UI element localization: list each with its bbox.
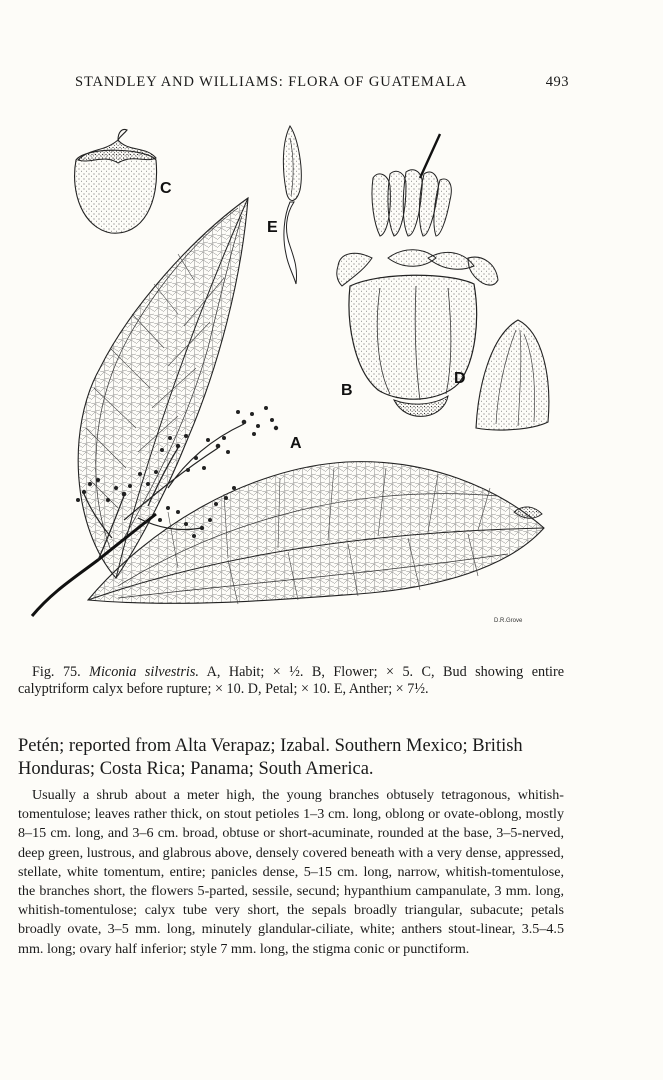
page-number: 493 — [545, 74, 569, 90]
artist-signature: D.R.Grove — [494, 618, 523, 624]
description-text: Usually a shrub about a meter high, the young branches obtusely tetragonous, whitish-tomentulose; leaves rather thick, on stout petioles 1–3 cm. long, oblong or ovate-oblong, mostly 8–15 cm. long, and 3–6 cm. broad, obtuse or short-acuminate, rounded at the base, 3–5-nerved, deep green, lustrous, and glabrous above, densely covered beneath with a very dense, appressed, stellate, white tomentum, entire; panicles dense, 5–15 cm. long, narrow, whitish-tomentulose, the branches short, the flowers 5-parted, sessile, secund; hypanthium campanulate, 3 mm. long, whitish-tomentulose; calyx tube very short, the sepals broadly triangular, subacute; petals broadly ovate, 3–5 mm. long, minutely glandular-ciliate, white; anthers stout-linear, 3.5–4.5 mm. long; ovary half inferior; style 7 mm. long, the stigma conic or punctiform. — [18, 787, 564, 957]
anther-drawing — [283, 126, 301, 284]
plate-illustration — [28, 108, 568, 648]
running-header — [75, 70, 569, 94]
plate-label-e: E — [267, 219, 278, 236]
plate-label-b: B — [341, 382, 353, 399]
figure-caption — [18, 664, 564, 698]
petal-drawing — [476, 320, 549, 430]
flower-drawing — [337, 134, 498, 416]
caption-text: A, Habit; × ½. B, Flower; × 5. C, Bud showing entire calyptriform calyx before rupture; × 10. D, Petal; × 10. E, Anther; × 7½. — [18, 664, 564, 697]
description-paragraph — [18, 786, 564, 959]
plate-label-c: C — [160, 180, 172, 197]
figure-label: Fig. 75. — [32, 664, 81, 680]
bud-drawing — [75, 129, 157, 233]
plate-label-d: D — [454, 370, 466, 387]
running-head-title: STANDLEY AND WILLIAMS: FLORA OF GUATEMALA — [75, 74, 468, 90]
species-name: Miconia silvestris. — [89, 664, 199, 680]
plate-label-a: A — [290, 435, 302, 452]
distribution-paragraph: Petén; reported from Alta Verapaz; Izabal. Southern Mexico; British Honduras; Costa Rica; Panama; South America. — [18, 736, 523, 779]
botanical-plate — [28, 108, 568, 648]
